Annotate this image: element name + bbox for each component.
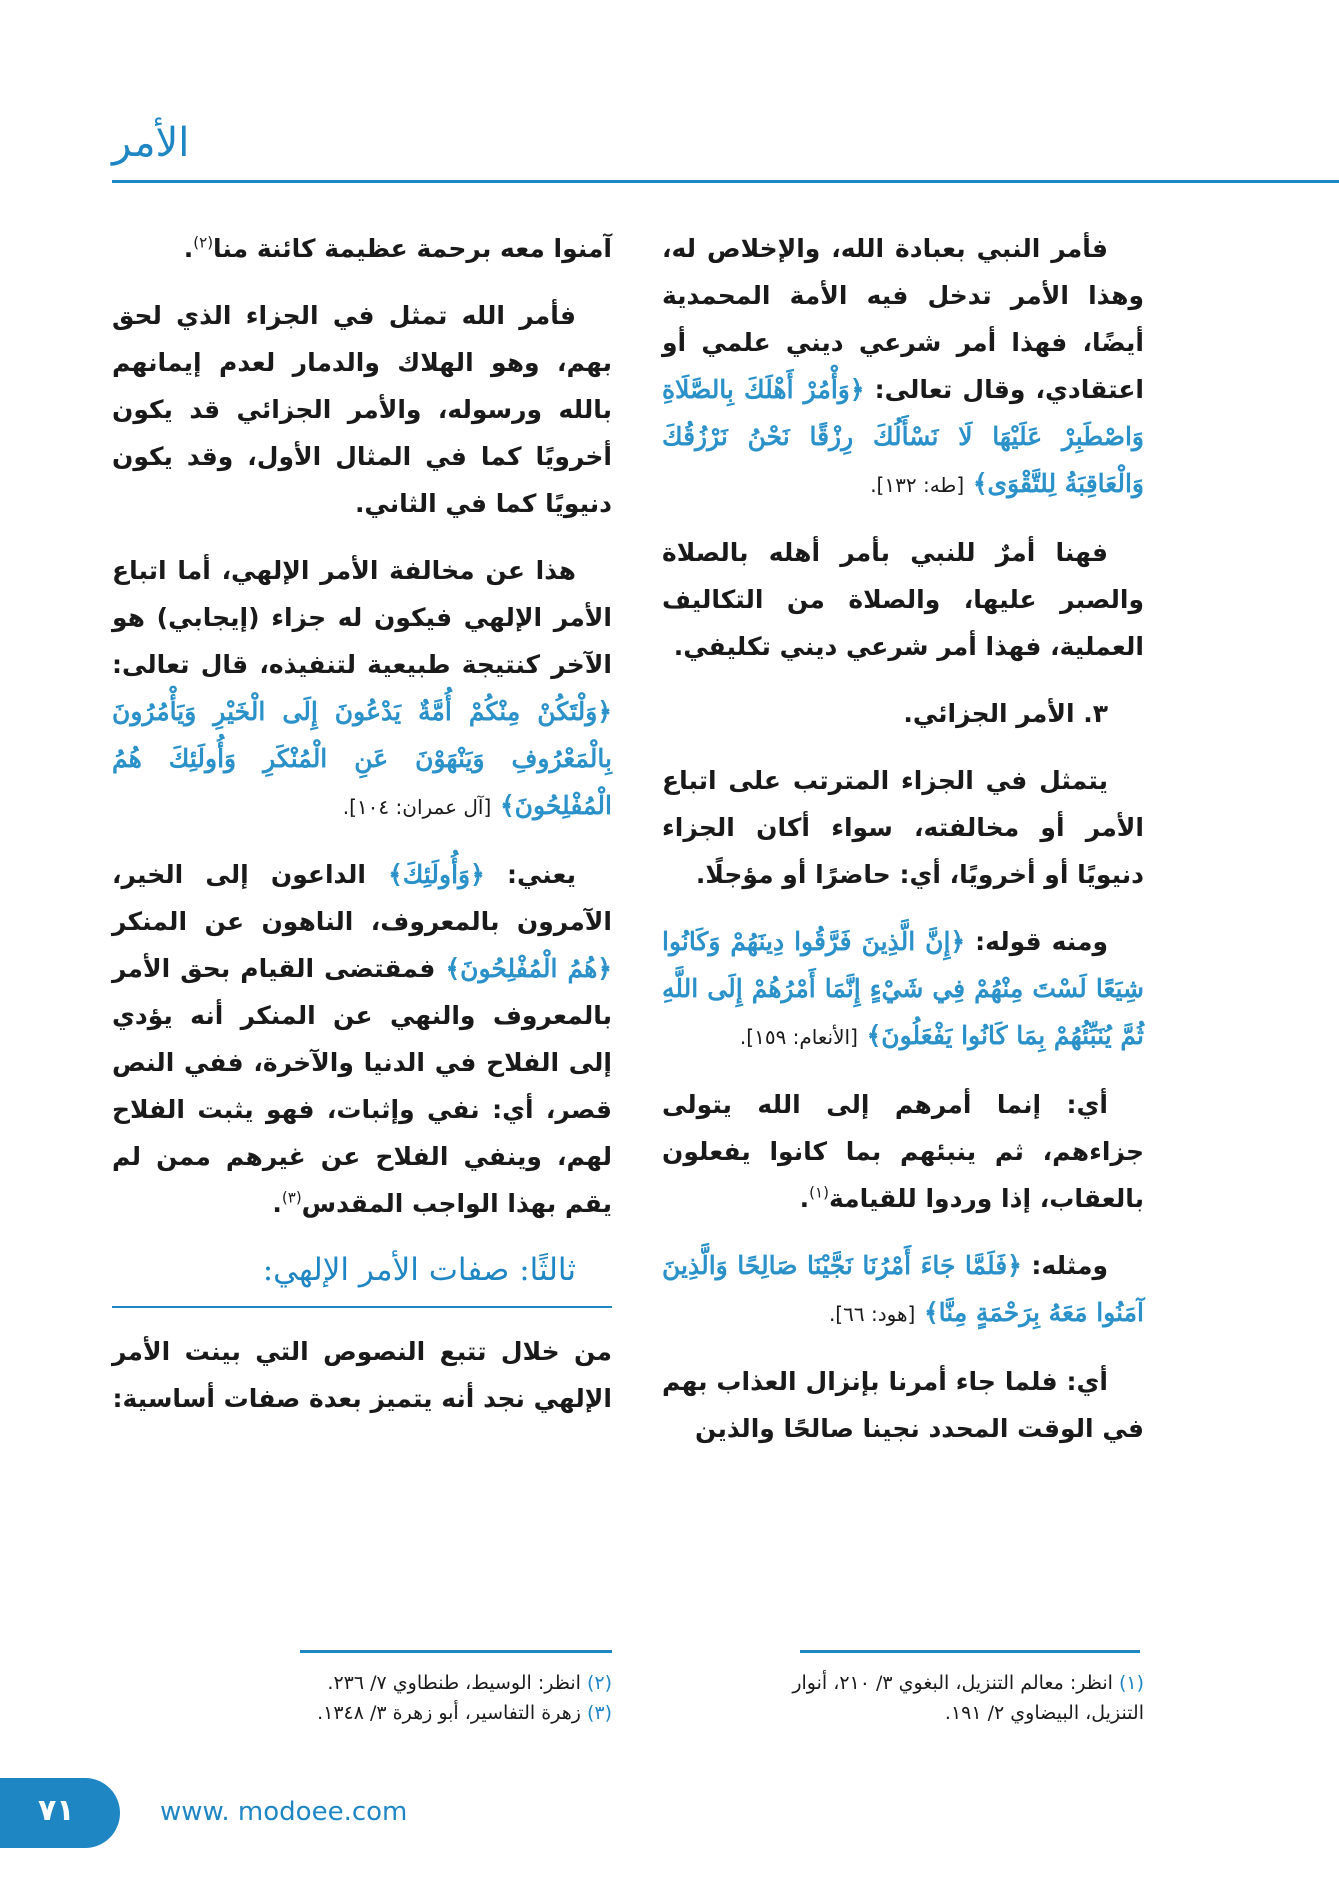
paragraph-text: أي: إنما أمرهم إلى الله يتولى جزاءهم، ثم ينبئهم بما كانوا يفعلون بالعقاب، إذا وردوا للقيامة [662,1090,1144,1213]
footnote-marker[interactable]: (٢) [193,233,214,252]
subheading: ٣. الأمر الجزائي. [903,699,1108,728]
footnote [112,1698,612,1728]
verse-reference: [الأنعام: ١٥٩]. [739,1025,858,1049]
paragraph: يتمثل في الجزاء المترتب على اتباع الأمر أو مخالفته، سواء أكان الجزاء دنيويًا أو أخرويًا، أي: حاضرًا أو مؤجلًا. [662,766,1144,889]
footnote-number: (٢) [586,1672,612,1694]
paragraph-text: يعني: [484,860,576,889]
paragraph: من خلال تتبع النصوص التي بينت الأمر الإلهي نجد أنه يتميز بعدة صفات أساسية: [112,1337,612,1413]
footnote-text: زهرة التفاسير، أبو زهرة ٣/ ١٣٤٨. [317,1702,581,1724]
left-text-column [112,225,612,1442]
page-header-title: الأمر [112,120,190,166]
paragraph-text: آمنوا معه برحمة عظيمة كائنة منا [213,234,612,263]
verse-reference: [آل عمران: ١٠٤]. [342,795,492,819]
paragraph-text: الداعون إلى الخير، الآمرون بالمعروف، الناهون عن المنكر [112,860,612,936]
quran-verse: ﴿فَلَمَّا جَاءَ أَمْرُنَا نَجَّيْنَا صَالِحًا وَالَّذِينَ آمَنُوا مَعَهُ بِرَحْمَةٍ مِنَّا﴾ [662,1251,1144,1327]
paragraph-text: ومنه قوله: [965,927,1108,956]
footnote-marker[interactable]: (١) [809,1183,829,1202]
quran-verse: ﴿وَأْمُرْ أَهْلَكَ بِالصَّلَاةِ وَاصْطَبِرْ عَلَيْهَا لَا نَسْأَلُكَ رِزْقًا نَحْنُ نَرْزُقُكَ وَالْعَاقِبَةُ لِلتَّقْوَى﴾ [662,375,1144,498]
footnote-marker[interactable]: (٣) [281,1188,302,1207]
paragraph: فهنا أمرٌ للنبي بأمر أهله بالصلاة والصبر عليها، والصلاة من التكاليف العملية، فهذا أمر شرعي ديني تكليفي. [662,538,1144,661]
website-link[interactable]: www. modoee.com [160,1797,408,1827]
footnote-text: انظر: معالم التنزيل، البغوي ٣/ ٢١٠، أنوار [792,1672,1113,1694]
paragraph: أي: إنما أمرهم إلى الله يتولى جزاءهم، ثم ينبئهم بما كانوا يفعلون بالعقاب، إذا وردوا للقيامة$^{(١)}$. [662,1090,1144,1213]
paragraph [112,547,612,831]
footnote [112,1668,612,1698]
footnotes-left [112,1668,612,1728]
paragraph: يعني: ﴿وَأُولَئِكَ﴾ الداعون إلى الخير، الآمرون بالمعروف، الناهون عن المنكر ﴿هُمُ الْمُفْلِحُونَ﴾ فمقتضى القيام بحق الأمر بالمعروف والنهي عن المنكر أنه يؤدي إلى الفلاح في الدنيا والآخرة، ففي النص قصر، أي: نفي وإثبات، فهو يثبت الفلاح لهم، وينفي الفلاح عن غيرهم ممن لم يقم بهذا الواجب المقدس$^{(٣)}$. [112,860,612,1218]
section-heading: ثالثًا: صفات الأمر الإلهي: [112,1247,612,1308]
quran-verse: ﴿إِنَّ الَّذِينَ فَرَّقُوا دِينَهُمْ وَكَانُوا شِيَعًا لَسْتَ مِنْهُمْ فِي شَيْءٍ إِنَّمَا أَمْرُهُمْ إِلَى اللَّهِ ثُمَّ يُنَبِّئُهُمْ بِمَا كَانُوا يَفْعَلُونَ﴾ [662,927,1144,1050]
paragraph: فأمر الله تمثل في الجزاء الذي لحق بهم، وهو الهلاك والدمار لعدم إيمانهم بالله ورسوله، والأمر الجزائي قد يكون أخرويًا كما في المثال الأول، وقد يكون دنيويًا كما في الثاني. [112,301,612,518]
paragraph-text: هذا عن مخالفة الأمر الإلهي، أما اتباع الأمر الإلهي فيكون له جزاء (إيجابي) هو الآخر كنتيجة طبيعية لتنفيذه، قال تعالى: [112,556,612,679]
footnote-text: انظر: الوسيط، طنطاوي ٧/ ٢٣٦. [327,1672,581,1694]
quran-verse: ﴿هُمُ الْمُفْلِحُونَ﴾ [445,954,612,983]
footnote-number: (١) [1118,1672,1144,1694]
footnotes-right [662,1668,1144,1728]
paragraph-text: فأمر النبي بعبادة الله، والإخلاص له، وهذا الأمر تدخل فيه الأمة المحمدية أيضًا، فهذا أمر شرعي ديني علمي أو اعتقادي، وقال تعالى: [662,234,1144,404]
paragraph: آمنوا معه برحمة عظيمة كائنة منا$^{(٢)}$. [183,233,612,263]
paragraph: أي: فلما جاء أمرنا بإنزال العذاب بهم في الوقت المحدد نجينا صالحًا والذين [662,1367,1144,1443]
paragraph-text: ومثله: [1021,1251,1109,1280]
footnote-divider [800,1650,1140,1653]
page-number: ٧١ [38,1793,75,1828]
quran-verse: ﴿وَلْتَكُنْ مِنْكُمْ أُمَّةٌ يَدْعُونَ إِلَى الْخَيْرِ وَيَأْمُرُونَ بِالْمَعْرُوفِ وَيَنْهَوْنَ عَنِ الْمُنْكَرِ وَأُولَئِكَ هُمُ الْمُفْلِحُونَ﴾ [112,697,612,820]
verse-reference: [طه: ١٣٢]. [870,473,965,497]
header-divider [112,180,1339,183]
footnote-text-continued: التنزيل، البيضاوي ٢/ ١٩١. [944,1702,1144,1724]
paragraph [662,225,1144,509]
quran-verse: ﴿وَأُولَئِكَ﴾ [388,860,485,889]
verse-reference: [هود: ٦٦]. [828,1302,916,1326]
footnote [662,1668,1144,1698]
footnote-divider [300,1650,612,1653]
paragraph [662,918,1144,1061]
right-text-column [662,225,1144,1472]
paragraph-text: فمقتضى القيام بحق الأمر بالمعروف والنهي عن المنكر أنه يؤدي إلى الفلاح في الدنيا والآخرة، ففي النص قصر، أي: نفي وإثبات، فهو يثبت الفلاح لهم، وينفي الفلاح عن غيرهم ممن لم يقم بهذا الواجب المقدس [112,954,612,1218]
footnote-number: (٣) [586,1702,612,1724]
paragraph [662,1242,1144,1338]
